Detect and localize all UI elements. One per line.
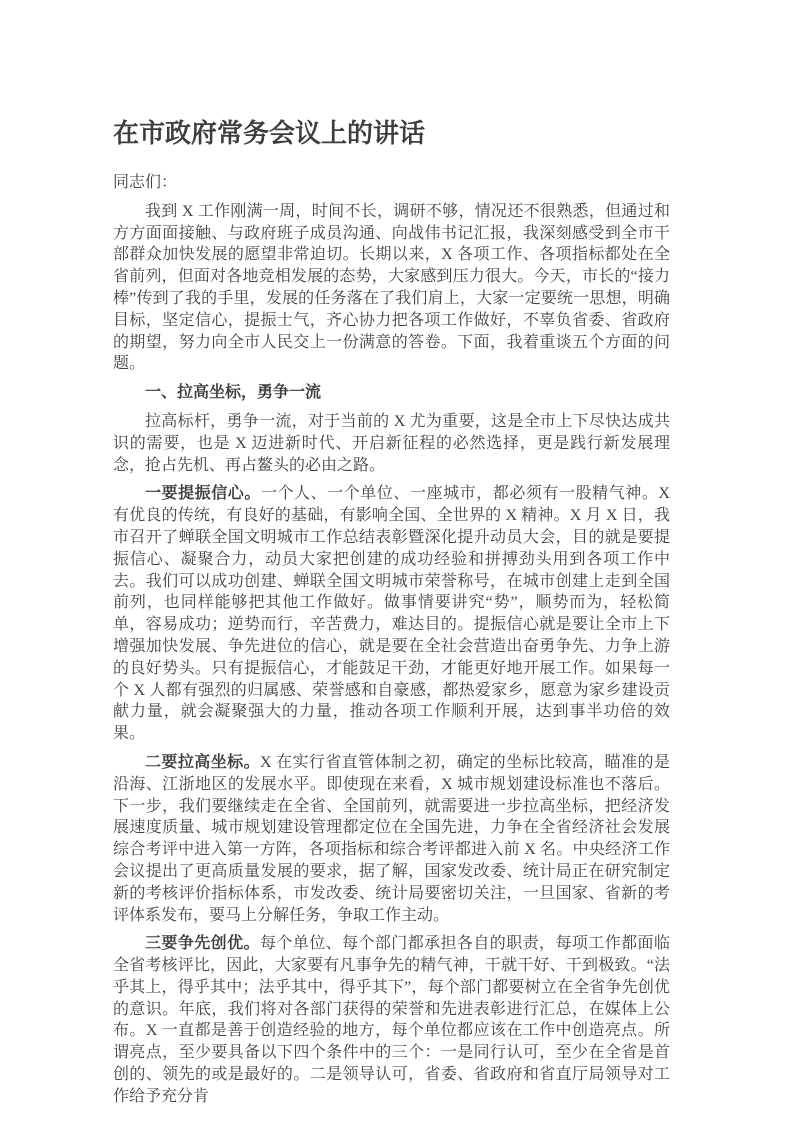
document-title: 在市政府常务会议上的讲话	[113, 119, 426, 149]
paragraph-text: 我到 X 工作刚满一周，时间不长，调研不够，情况还不很熟悉，但通过和方方面面接触、与政府班子成员沟通、向战伟书记汇报，我深刻感受到全市干部群众加快发展的愿望非常迫切。长期以来，X 各项工作、各项指标都处在全省前列，但面对各地竞相发展的态势，大家感到压力很大。今天，市长的“接力棒”传到了我的手里，发展的任务落在了我们肩上，大家一定要统一思想，明确目标，坚定信心，提振士气，齐心协力把各项工作做好，不辜负省委、省政府的期望，努力向全市人民交上一份满意的答卷。下面，我着重谈五个方面的问题。	[113, 202, 670, 373]
paragraph-text: 一个人、一个单位、一座城市，都必须有一股精气神。X 有优良的传统，有良好的基础，有影响全国、全世界的 X 精神。X 月 X 日，我市召开了蝉联全国文明城市工作总结表彰暨深化提升动员大会，目的就是要提振信心、凝聚合力，动员大家把创建的成功经验和拼搏劲头用到各项工作中去。我们可以成功创建、蝉联全国文明城市荣誉称号，在城市创建上走到全国前列，也同样能够把其他工作做好。做事情要讲究“势”，顺势而为，轻松简单，容易成功；逆势而行，辛苦费力，难达目的。提振信心就是要让全市上下增强加快发展、争先进位的信心，就是要在全社会营造出奋勇争先、力争上游的良好势头。只有提振信心，才能鼓足干劲，才能更好地开展工作。如果每一个 X 人都有强烈的归属感、荣誉感和自豪感，都热爱家乡，愿意为家乡建设贡献力量，就会凝聚强大的力量，推动各项工作顺利开展，达到事半功倍的效果。	[113, 485, 670, 743]
section-heading-1	[113, 382, 670, 404]
salutation: 同志们：	[113, 174, 178, 191]
paragraph-point-3	[113, 933, 670, 1107]
paragraph-section-overview	[113, 411, 670, 476]
paragraph-text: 每个单位、每个部门都承担各自的职责，每项工作都面临全省考核评比，因此，大家要有凡事争先的精气神，干就干好、干到极致。“法乎其上，得乎其中；法乎其中，得乎其下”，每个部门都要树立在全省争先创优的意识。年底，我们将对各部门获得的荣誉和先进表彰进行汇总，在媒体上公布。X 一直都是善于创造经验的地方，每个单位都应该在工作中创造亮点。所谓亮点，至少要具备以下四个条件中的三个：一是同行认可，至少在全省是首创的、领先的或是最好的。二是领导认可，省委、省政府和省直厅局领导对工作给予充分肯	[113, 935, 670, 1105]
paragraph-lead: 二要拉高坐标。	[145, 753, 261, 771]
paragraph-text: X 在实行省直管体制之初，确定的坐标比较高，瞄准的是沿海、江浙地区的发展水平。即使现在来看，X 城市规划建设标准也不落后。下一步，我们要继续走在全省、全国前列，就需要进一步拉高坐标，把经济发展速度质量、城市规划建设管理都定位在全国先进，力争在全省经济社会发展综合考评中进入第一方阵，各项指标和综合考评都进入前 X 名。中央经济工作会议提出了更高质量发展的要求，据了解，国家发改委、统计局正在研究制定新的考核评价指标体系，市发改委、统计局要密切关注，一旦国家、省新的考评体系发布，要马上分解任务，争取工作主动。	[113, 753, 670, 924]
paragraph-lead: 三要争先创优。	[145, 935, 260, 953]
paragraph-point-1	[113, 483, 670, 745]
paragraph-text: 拉高标杆，勇争一流，对于当前的 X 尤为重要，这是全市上下尽快达成共识的需要，也是 X 迈进新时代、开启新征程的必然选择，更是践行新发展理念，抢占先机、再占鳌头的必由之路。	[113, 412, 670, 474]
paragraph-lead: 一要提振信心。	[145, 485, 261, 503]
document-content	[113, 117, 670, 1115]
paragraph-intro	[113, 201, 670, 375]
section-heading-text: 一、拉高坐标，勇争一流	[145, 384, 322, 402]
paragraph-point-2	[113, 752, 670, 926]
